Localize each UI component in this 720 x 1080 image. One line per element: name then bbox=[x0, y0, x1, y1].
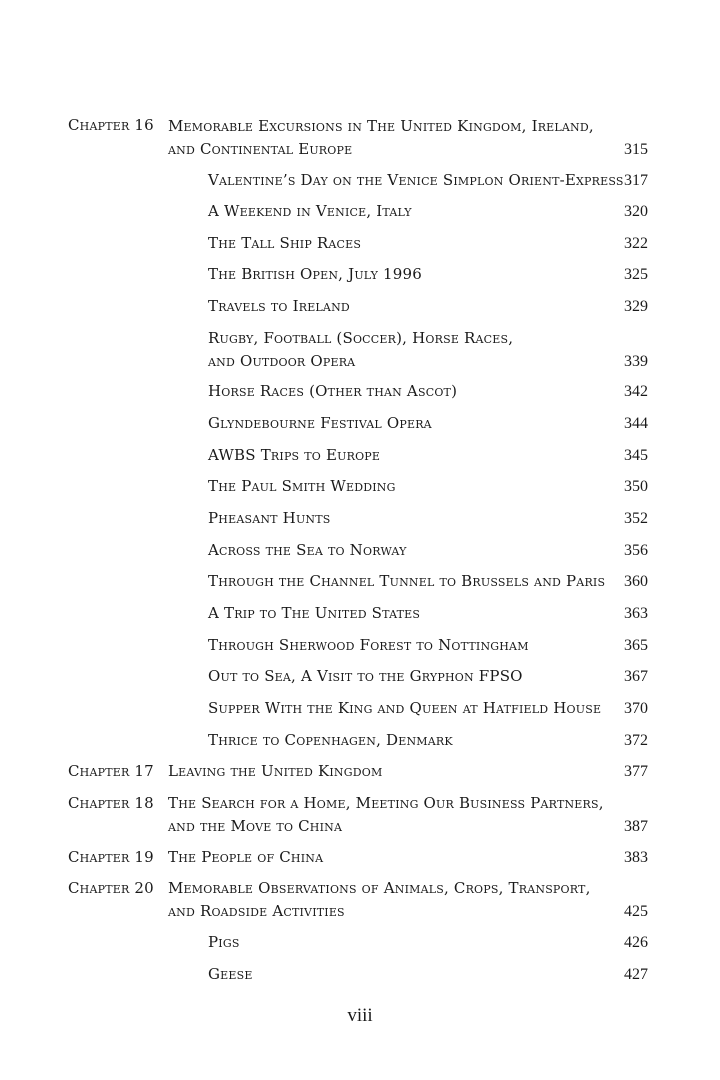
page-number: 426 bbox=[624, 934, 648, 951]
chapter-title: The People of China bbox=[168, 848, 324, 866]
page-number: 339 bbox=[624, 353, 648, 370]
chapter-label: Chapter 17 bbox=[68, 762, 154, 780]
chapter-title: The Search for a Home, Meeting Our Business Partners, bbox=[168, 794, 604, 812]
chapter-label: Chapter 19 bbox=[68, 848, 154, 866]
section-title: AWBS Trips to Europe bbox=[208, 446, 381, 464]
section-title: Glyndebourne Festival Opera bbox=[208, 414, 432, 432]
page-number: 317 bbox=[624, 172, 648, 189]
section-title: A Trip to The United States bbox=[208, 604, 421, 622]
chapter-label: Chapter 16 bbox=[68, 116, 154, 134]
page-number: 370 bbox=[624, 700, 648, 717]
section-title: Pheasant Hunts bbox=[208, 509, 331, 527]
page-number: 345 bbox=[624, 447, 648, 464]
page-number: 383 bbox=[624, 849, 648, 866]
page-folio: viii bbox=[347, 1005, 373, 1026]
section-title: The Tall Ship Races bbox=[208, 234, 362, 252]
page-number: 377 bbox=[624, 763, 648, 780]
section-title: Horse Races (Other than Ascot) bbox=[208, 382, 458, 400]
page-number: 344 bbox=[624, 415, 648, 432]
page-number: 352 bbox=[624, 510, 648, 527]
page-number: 365 bbox=[624, 637, 648, 654]
section-title: Out to Sea, A Visit to the Gryphon FPSO bbox=[208, 667, 523, 685]
section-title: Travels to Ireland bbox=[208, 297, 350, 315]
page-number: 367 bbox=[624, 668, 648, 685]
section-title: Pigs bbox=[208, 933, 240, 951]
chapter-title: Memorable Observations of Animals, Crops, Transport, bbox=[168, 879, 591, 897]
section-title: Geese bbox=[208, 965, 253, 983]
section-title: Thrice to Copenhagen, Denmark bbox=[208, 731, 453, 749]
chapter-label: Chapter 18 bbox=[68, 794, 154, 812]
section-title: Through Sherwood Forest to Nottingham bbox=[208, 636, 529, 654]
page-number: 320 bbox=[624, 203, 648, 220]
section-title: The Paul Smith Wedding bbox=[208, 477, 396, 495]
chapter-title-continued: and Roadside Activities bbox=[168, 902, 345, 920]
section-title-continued: and Outdoor Opera bbox=[208, 352, 356, 370]
section-title: The British Open, July 1996 bbox=[208, 265, 423, 283]
section-title: Valentine’s Day on the Venice Simplon Orient-Express bbox=[208, 171, 624, 189]
page-number: 315 bbox=[624, 141, 648, 158]
section-title: Through the Channel Tunnel to Brussels and Paris bbox=[208, 572, 606, 590]
page-number: 350 bbox=[624, 478, 648, 495]
section-title: A Weekend in Venice, Italy bbox=[208, 202, 412, 220]
section-title: Rugby, Football (Soccer), Horse Races, bbox=[208, 329, 514, 347]
section-title: Supper With the King and Queen at Hatfield House bbox=[208, 699, 602, 717]
chapter-title: Memorable Excursions in The United Kingdom, Ireland, bbox=[168, 117, 594, 135]
page-number: 342 bbox=[624, 383, 648, 400]
page-number: 329 bbox=[624, 298, 648, 315]
page-number: 363 bbox=[624, 605, 648, 622]
page-number: 387 bbox=[624, 818, 648, 835]
page-number: 356 bbox=[624, 542, 648, 559]
page-number: 427 bbox=[624, 966, 648, 983]
section-title: Across the Sea to Norway bbox=[208, 541, 407, 559]
page-number: 325 bbox=[624, 266, 648, 283]
chapter-title-continued: and the Move to China bbox=[168, 817, 343, 835]
page-number: 372 bbox=[624, 732, 648, 749]
chapter-label: Chapter 20 bbox=[68, 879, 154, 897]
page-number: 425 bbox=[624, 903, 648, 920]
chapter-title-continued: and Continental Europe bbox=[168, 140, 353, 158]
page-number: 360 bbox=[624, 573, 648, 590]
page-number: 322 bbox=[624, 235, 648, 252]
chapter-title: Leaving the United Kingdom bbox=[168, 762, 383, 780]
